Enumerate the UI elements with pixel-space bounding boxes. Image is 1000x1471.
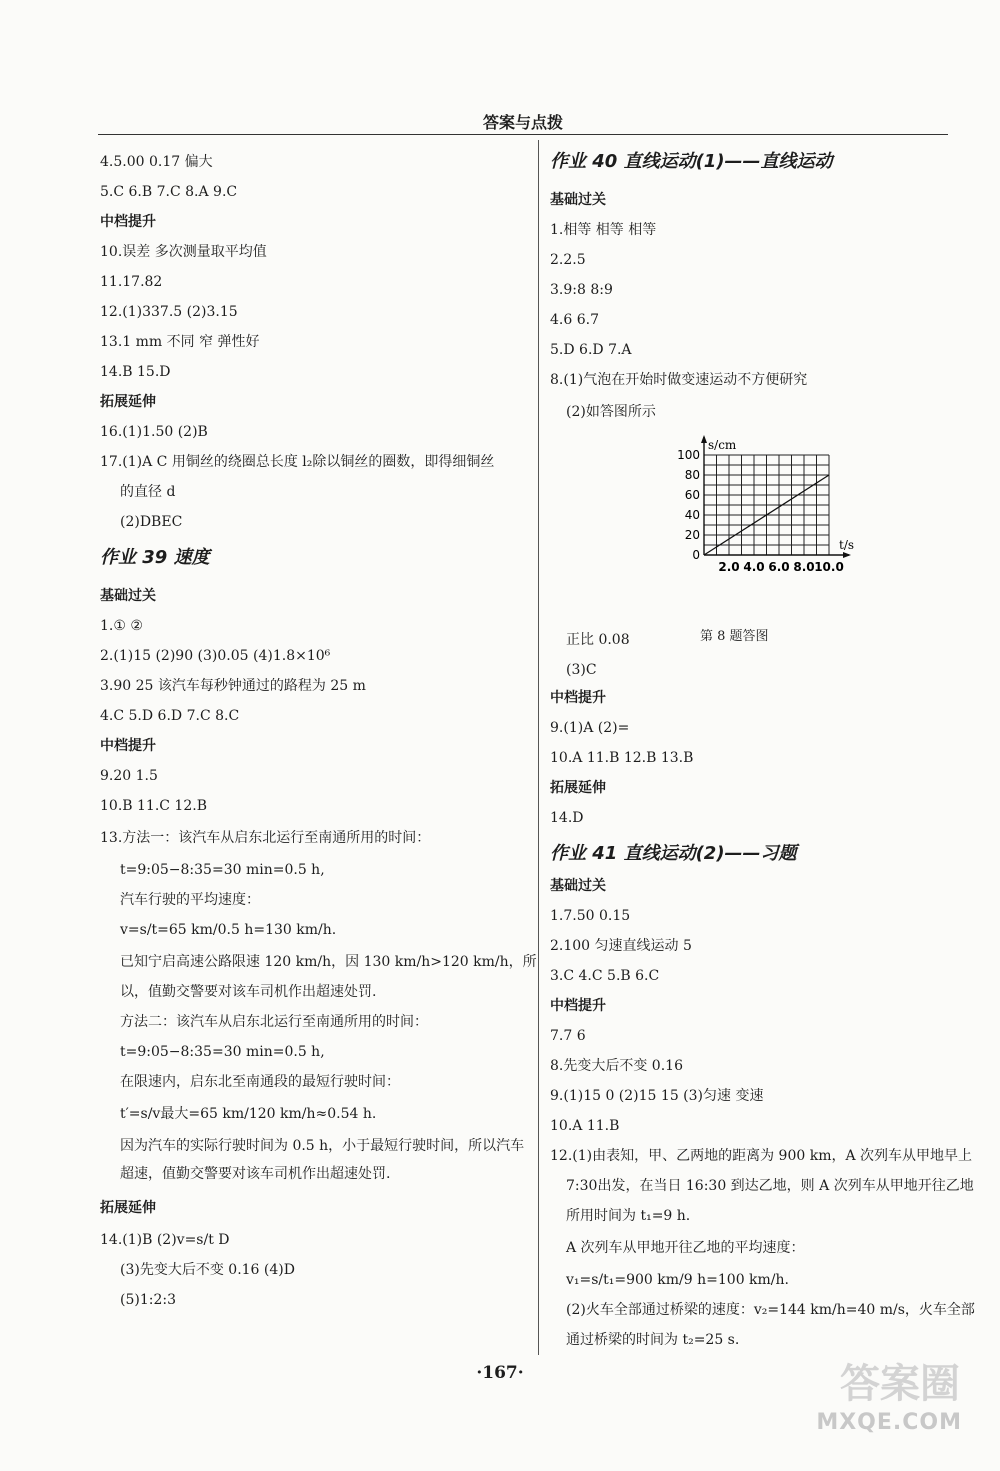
- left-answer-line: 13.1 mm 不同 窄 弹性好: [100, 334, 260, 350]
- left-answer-line: 3.90 25 该汽车每秒钟通过的路程为 25 m: [100, 678, 366, 694]
- right-section-label: 基础过关: [550, 192, 606, 208]
- y-tick-label: 60: [684, 488, 700, 502]
- right-answer-line: A 次列车从甲地开往乙地的平均速度：: [566, 1240, 805, 1256]
- left-answer-line: 以，值勤交警要对该车司机作出超速处罚.: [120, 984, 377, 1000]
- right-section-label: 中档提升: [550, 690, 606, 706]
- page-number: ·167·: [476, 1363, 524, 1383]
- left-answer-line: 10.B 11.C 12.B: [100, 798, 207, 814]
- right-homework-title: 作业 40 直线运动(1)——直线运动: [550, 151, 833, 172]
- left-answer-line: 16.(1)1.50 (2)B: [100, 424, 208, 440]
- left-answer-line: t=9:05−8:35=30 min=0.5 h,: [120, 862, 325, 878]
- x-tick-label: 6.0: [768, 560, 790, 574]
- left-answer-line: t′=s/v最大=65 km/120 km/h≈0.54 h.: [120, 1106, 377, 1122]
- right-answer-line: 3.9:8 8:9: [550, 282, 613, 298]
- y-tick-label: 0: [692, 548, 700, 562]
- right-answer-line: 1.7.50 0.15: [550, 908, 631, 924]
- left-answer-line: 4.5.00 0.17 偏大: [100, 154, 213, 170]
- left-answer-line: 10.误差 多次测量取平均值: [100, 244, 267, 260]
- left-section-label: 基础过关: [100, 588, 156, 604]
- left-answer-line: 在限速内，启东北至南通段的最短行驶时间：: [120, 1074, 400, 1090]
- right-answer-line: 8.(1)气泡在开始时做变速运动不方便研究: [550, 372, 808, 388]
- left-answer-line: 11.17.82: [100, 274, 163, 290]
- y-tick-label: 100: [677, 448, 700, 462]
- right-section-label: 拓展延伸: [550, 780, 606, 796]
- right-answer-line: 通过桥梁的时间为 t₂=25 s.: [566, 1332, 740, 1348]
- left-answer-line: 12.(1)337.5 (2)3.15: [100, 304, 238, 320]
- right-answer-line: 2.100 匀速直线运动 5: [550, 938, 692, 954]
- watermark-text: MXQE.COM: [816, 1410, 962, 1435]
- left-answer-line: 9.20 1.5: [100, 768, 158, 784]
- right-section-label: 中档提升: [550, 998, 606, 1014]
- left-section-label: 中档提升: [100, 738, 156, 754]
- column-divider: [538, 140, 539, 1355]
- left-homework-title: 作业 39 速度: [100, 547, 210, 568]
- left-answer-line: t=9:05−8:35=30 min=0.5 h,: [120, 1044, 325, 1060]
- left-section-label: 中档提升: [100, 214, 156, 230]
- answer-graph: [672, 425, 855, 600]
- left-answer-line: 已知宁启高速公路限速 120 km/h，因 130 km/h>120 km/h，所: [120, 954, 537, 970]
- right-answer-line: 2.2.5: [550, 252, 586, 268]
- left-answer-line: (5)1:2:3: [120, 1292, 176, 1308]
- left-answer-line: 5.C 6.B 7.C 8.A 9.C: [100, 184, 238, 200]
- right-answer-line: 14.D: [550, 810, 584, 826]
- right-answer-line: (3)C: [566, 662, 597, 678]
- left-answer-line: 因为汽车的实际行驶时间为 0.5 h，小于最短行驶时间，所以汽车: [120, 1138, 525, 1154]
- left-answer-line: 14.(1)B (2)v=s/t D: [100, 1232, 230, 1248]
- watermark-logo: 答案圈: [840, 1361, 960, 1407]
- y-axis-label: s/cm: [708, 438, 737, 452]
- left-section-label: 拓展延伸: [100, 394, 156, 410]
- x-tick-label: 4.0: [743, 560, 765, 574]
- x-tick-label: 8.0: [793, 560, 815, 574]
- y-axis-arrow: [701, 435, 707, 443]
- y-tick-label: 80: [684, 468, 700, 482]
- left-answer-line: 1.① ②: [100, 618, 143, 634]
- left-answer-line: (3)先变大后不变 0.16 (4)D: [120, 1262, 295, 1278]
- right-answer-line: 9.(1)A (2)=: [550, 720, 630, 736]
- x-axis-arrow: [843, 552, 851, 558]
- left-answer-line: (2)DBEC: [120, 514, 183, 530]
- left-answer-line: 的直径 d: [120, 484, 176, 500]
- left-answer-line: 14.B 15.D: [100, 364, 171, 380]
- x-tick-label: 10.0: [814, 560, 844, 574]
- left-section-label: 拓展延伸: [100, 1200, 156, 1216]
- x-tick-label: 2.0: [718, 560, 740, 574]
- right-answer-line: 9.(1)15 0 (2)15 15 (3)匀速 变速: [550, 1088, 764, 1104]
- left-answer-line: 17.(1)A C 用铜丝的绕圈总长度 l₂除以铜丝的圈数，即得细铜丝: [100, 454, 495, 470]
- y-tick-label: 20: [684, 528, 700, 542]
- right-answer-line: 1.相等 相等 相等: [550, 222, 657, 238]
- right-answer-line: 10.A 11.B 12.B 13.B: [550, 750, 694, 766]
- right-answer-line: 7.7 6: [550, 1028, 586, 1044]
- right-answer-line: 7:30出发，在当日 16:30 到达乙地，则 A 次列车从甲地开往乙地: [566, 1178, 974, 1194]
- right-answer-line: 正比 0.08: [566, 632, 630, 648]
- page-header: [98, 108, 948, 135]
- right-answer-line: 3.C 4.C 5.B 6.C: [550, 968, 660, 984]
- right-answer-line: (2)火车全部通过桥梁的速度：v₂=144 km/h=40 m/s，火车全部: [566, 1302, 975, 1318]
- right-answer-line: 12.(1)由表知，甲、乙两地的距离为 900 km，A 次列车从甲地早上: [550, 1148, 973, 1164]
- x-axis-label: t/s: [839, 538, 855, 552]
- right-answer-line: 10.A 11.B: [550, 1118, 620, 1134]
- left-answer-line: 方法二：该汽车从启东北运行至南通所用的时间：: [120, 1014, 428, 1030]
- left-answer-line: 13.方法一：该汽车从启东北运行至南通所用的时间：: [100, 830, 431, 846]
- graph-caption: 第 8 题答图: [700, 629, 769, 644]
- y-tick-label: 40: [684, 508, 700, 522]
- right-answer-line: (2)如答图所示: [566, 404, 656, 420]
- right-answer-line: v₁=s/t₁=900 km/9 h=100 km/h.: [566, 1272, 789, 1288]
- left-answer-line: 4.C 5.D 6.D 7.C 8.C: [100, 708, 240, 724]
- right-answer-line: 5.D 6.D 7.A: [550, 342, 632, 358]
- left-answer-line: 汽车行驶的平均速度：: [120, 892, 260, 908]
- right-homework-title: 作业 41 直线运动(2)——习题: [550, 843, 797, 864]
- left-answer-line: 2.(1)15 (2)90 (3)0.05 (4)1.8×10⁶: [100, 648, 331, 664]
- right-answer-line: 4.6 6.7: [550, 312, 599, 328]
- right-section-label: 基础过关: [550, 878, 606, 894]
- left-answer-line: 超速，值勤交警要对该车司机作出超速处罚.: [120, 1166, 391, 1182]
- left-answer-line: v=s/t=65 km/0.5 h=130 km/h.: [120, 922, 337, 938]
- header-title: 答案与点拨: [482, 113, 563, 132]
- right-answer-line: 所用时间为 t₁=9 h.: [566, 1208, 691, 1224]
- right-answer-line: 8.先变大后不变 0.16: [550, 1058, 683, 1074]
